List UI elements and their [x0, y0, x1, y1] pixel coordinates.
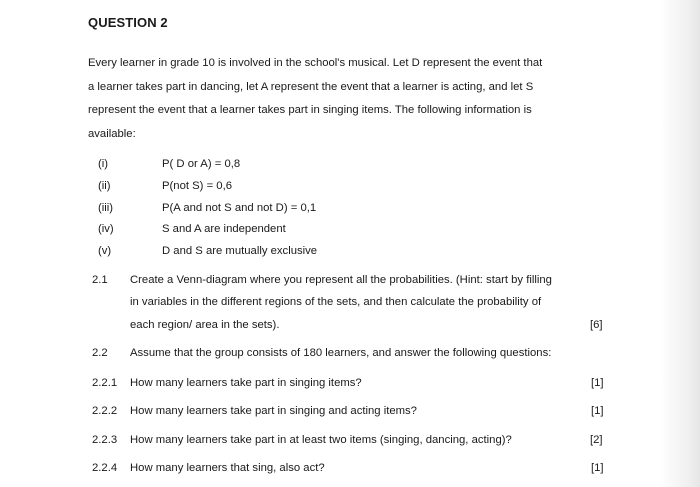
- subquestion-number: 2.2.3: [92, 434, 118, 446]
- page-edge-shadow: [684, 0, 700, 487]
- condition-text: P(not S) = 0,6: [162, 180, 233, 192]
- condition-text: P( D or A) = 0,8: [162, 158, 241, 170]
- condition-number: (ii): [98, 180, 111, 192]
- question-title: QUESTION 2: [88, 15, 168, 30]
- intro-paragraph: [88, 52, 618, 146]
- condition-number: (i): [98, 158, 109, 170]
- question-text-line: each region/ area in the sets).: [130, 319, 280, 331]
- intro-line: represent the event that a learner takes part in singing items. The following information is: [88, 104, 532, 116]
- condition-text: S and A are independent: [162, 223, 286, 235]
- question-number: 2.2: [92, 347, 108, 359]
- mark-allocation: [6]: [590, 319, 603, 331]
- question-number: 2.1: [92, 274, 108, 286]
- question-text-line: Create a Venn-diagram where you represent all the probabilities. (Hint: start by filling: [130, 274, 552, 286]
- mark-allocation: [1]: [591, 377, 604, 389]
- condition-number: (iv): [98, 223, 114, 235]
- intro-line: Every learner in grade 10 is involved in the school's musical. Let D represent the event that: [88, 57, 543, 69]
- subquestion-text: How many learners take part in singing and acting items?: [130, 405, 417, 417]
- subquestion-text: How many learners that sing, also act?: [130, 462, 325, 474]
- question-text: Assume that the group consists of 180 learners, and answer the following questions:: [130, 347, 552, 359]
- mark-allocation: [2]: [590, 434, 603, 446]
- intro-line: available:: [88, 127, 136, 140]
- mark-allocation: [1]: [591, 462, 604, 474]
- question-text-line: in variables in the different regions of the sets, and then calculate the probability of: [130, 296, 542, 308]
- condition-text: D and S are mutually exclusive: [162, 245, 318, 257]
- subquestion-text: How many learners take part in singing items?: [130, 377, 362, 389]
- condition-number: (iii): [98, 202, 114, 214]
- subquestion-number: 2.2.2: [92, 405, 118, 417]
- subquestion-number: 2.2.4: [92, 462, 118, 474]
- condition-text: P(A and not S and not D) = 0,1: [162, 202, 317, 214]
- condition-number: (v): [98, 245, 112, 257]
- intro-line: a learner takes part in dancing, let A represent the event that a learner is acting, and let S: [88, 80, 534, 93]
- mark-allocation: [1]: [591, 405, 604, 417]
- subquestion-number: 2.2.1: [92, 377, 118, 389]
- subquestion-text: How many learners take part in at least two items (singing, dancing, acting)?: [130, 434, 512, 446]
